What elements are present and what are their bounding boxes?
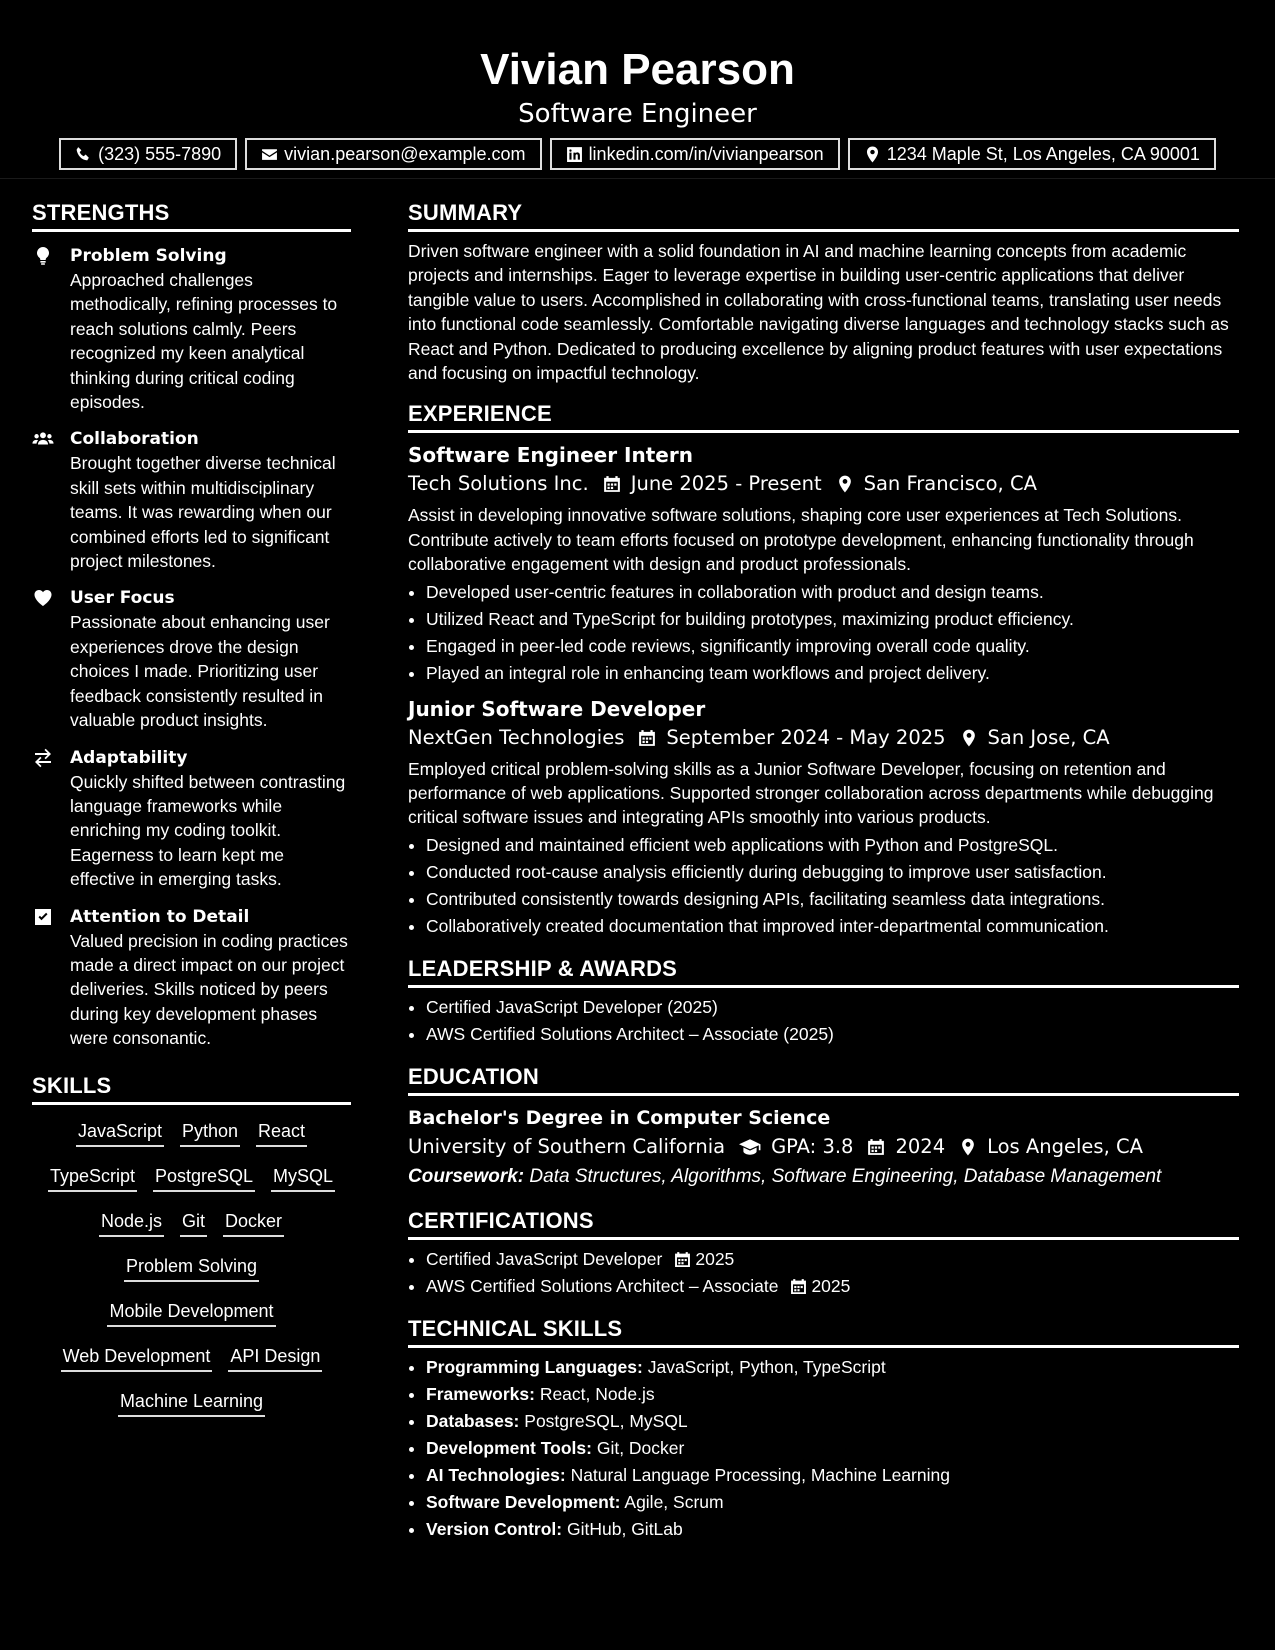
lightbulb-icon	[32, 244, 70, 414]
list-item: • Certified JavaScript Developer (2025)	[426, 994, 1239, 1021]
skill-row	[32, 1299, 351, 1344]
certifications-section	[408, 1206, 1239, 1300]
strength-name: Attention to Detail	[70, 906, 250, 927]
leadership-section	[408, 954, 1239, 1048]
coursework-label: Coursework:	[408, 1165, 525, 1187]
map-pin-icon	[946, 729, 988, 747]
skill-row	[32, 1254, 351, 1299]
heart-icon	[32, 586, 70, 732]
certification-name: • Certified JavaScript Developer	[426, 1248, 663, 1269]
map-pin-icon	[822, 475, 864, 493]
skill-value: Natural Language Processing, Machine Learning	[570, 1464, 950, 1485]
skill-row	[32, 1209, 351, 1254]
calendar-icon	[624, 729, 666, 747]
strength-name: Adaptability	[70, 747, 188, 768]
job-company: Tech Solutions Inc.	[408, 472, 589, 496]
phone-icon	[75, 146, 92, 163]
certification-name: • AWS Certified Solutions Architect – Associate	[426, 1275, 779, 1296]
skill-tag: React	[256, 1119, 307, 1147]
map-pin-icon	[945, 1138, 987, 1156]
linkedin-text: linkedin.com/in/vivianpearson	[588, 143, 824, 164]
strength-desc: Brought together diverse technical skill sets within multidisciplinary teams. It was rewarding when our combined efforts led to significant project milestones.	[70, 453, 336, 572]
job-meta	[408, 469, 1239, 499]
technical-skills-list	[408, 1354, 1239, 1543]
skill-tag: Machine Learning	[118, 1389, 265, 1417]
skill-tag: Web Development	[61, 1344, 213, 1372]
job-company: NextGen Technologies	[408, 725, 625, 749]
skill-tag: Node.js	[99, 1209, 164, 1237]
calendar-icon	[589, 475, 631, 493]
school-location: Los Angeles, CA	[987, 1134, 1143, 1158]
strength-name: Collaboration	[70, 429, 199, 450]
job-dates: September 2024 - May 2025	[666, 725, 946, 749]
certifications-heading: CERTIFICATIONS	[408, 1206, 1239, 1240]
contact-bar	[0, 138, 1275, 170]
skill-tag: TypeScript	[48, 1164, 137, 1192]
skills-heading: SKILLS	[32, 1071, 351, 1105]
education-section	[408, 1062, 1239, 1192]
strength-desc: Valued precision in coding practices made a direct impact on our project deliveries. Skills noticed by peers during key development phases were consonantic.	[70, 930, 348, 1049]
education-meta	[408, 1132, 1239, 1162]
skill-value: PostgreSQL, MySQL	[524, 1410, 688, 1431]
graduation-cap-icon	[725, 1138, 771, 1156]
skill-value: React, Node.js	[539, 1383, 655, 1404]
linkedin-icon	[566, 146, 583, 163]
skill-row	[32, 1164, 351, 1209]
list-item	[426, 1489, 1239, 1516]
skill-label: Programming Languages:	[426, 1356, 643, 1377]
job-location: San Francisco, CA	[863, 472, 1037, 496]
skill-tag: PostgreSQL	[153, 1164, 255, 1192]
skill-value: Agile, Scrum	[624, 1491, 724, 1512]
list-item: • Engaged in peer-led code reviews, significantly improving overall code quality.	[426, 633, 1239, 660]
skill-tag: Mobile Development	[107, 1299, 275, 1327]
job-bullets	[408, 832, 1239, 940]
users-icon	[32, 427, 70, 573]
technical-skills-heading: TECHNICAL SKILLS	[408, 1314, 1239, 1348]
summary-heading: SUMMARY	[408, 198, 1239, 232]
strength-item	[32, 746, 351, 892]
skill-label: AI Technologies:	[426, 1464, 566, 1485]
list-item: • Played an integral role in enhancing team workflows and project delivery.	[426, 660, 1239, 687]
skill-tag: JavaScript	[76, 1119, 164, 1147]
skill-row	[32, 1344, 351, 1389]
list-item	[426, 1354, 1239, 1381]
candidate-title: Software Engineer	[518, 99, 757, 129]
skill-row	[32, 1389, 351, 1434]
skill-label: Frameworks:	[426, 1383, 535, 1404]
skill-tag: Git	[180, 1209, 207, 1237]
job-dates: June 2025 - Present	[630, 472, 822, 496]
coursework-list: Data Structures, Algorithms, Software Engineering, Database Management	[529, 1165, 1162, 1187]
skills-tags	[32, 1119, 351, 1434]
skill-tag: MySQL	[271, 1164, 335, 1192]
skill-label: Development Tools:	[426, 1437, 592, 1458]
list-item	[426, 1516, 1239, 1543]
skill-label: Databases:	[426, 1410, 520, 1431]
strength-item	[32, 244, 351, 414]
leadership-list	[408, 994, 1239, 1048]
phone-text: (323) 555-7890	[98, 143, 222, 164]
job-description: Employed critical problem-solving skills as a Junior Software Developer, focusing on retention and performance of web applications. Supported stronger collaboration across departments while debugging critical software issues and integrating APIs smoothly into various products.	[408, 758, 1214, 828]
strengths-list	[32, 244, 351, 1051]
skill-row	[32, 1119, 351, 1164]
skill-tag: Problem Solving	[124, 1254, 259, 1282]
technical-skills-section	[408, 1314, 1239, 1543]
list-item: • AWS Certified Solutions Architect – Associate (2025)	[426, 1021, 1239, 1048]
experience-heading: EXPERIENCE	[408, 399, 1239, 433]
skill-label: Software Development:	[426, 1491, 621, 1512]
summary-text: Driven software engineer with a solid foundation in AI and machine learning concepts from academic projects and internships. Eager to leverage expertise in building user-centric applications that deliver tangible value to users. Accomplished in collaborating with cross-functional teams, translating user needs into functional code seamlessly. Comfortable navigating diverse languages and technology stacks such as React and Python. Dedicated to producing excellence by aligning product features with user expectations and focusing on impactful technology.	[408, 241, 1229, 384]
strength-desc: Quickly shifted between contrasting language frameworks while enriching my coding toolkit. Eagerness to learn kept me effective in emerging tasks.	[70, 771, 346, 890]
calendar-icon	[662, 1251, 695, 1268]
job-description: Assist in developing innovative software solutions, shaping core user experiences at Tech Solutions. Contribute actively to team efforts focused on prototype development, enhancing functionality through collaborative engagement with design and product professionals.	[408, 505, 1194, 575]
job-location: San Jose, CA	[987, 725, 1110, 749]
strength-name: User Focus	[70, 588, 175, 609]
contact-address[interactable]	[848, 138, 1216, 170]
list-item	[426, 1408, 1239, 1435]
strength-desc: Approached challenges methodically, refining processes to reach solutions calmly. Peers recognized my keen analytical thinking during critical coding episodes.	[70, 270, 338, 413]
strength-item	[32, 427, 351, 573]
skill-value: Git, Docker	[596, 1437, 685, 1458]
strength-name: Problem Solving	[70, 246, 227, 266]
calendar-icon	[778, 1278, 811, 1295]
degree-title: Bachelor's Degree in Computer Science	[408, 1106, 831, 1129]
skill-label: Version Control:	[426, 1518, 563, 1539]
exchange-icon	[32, 746, 70, 892]
skills-section	[32, 1071, 351, 1434]
list-item: • Utilized React and TypeScript for building prototypes, maximizing product efficiency.	[426, 606, 1239, 633]
contact-email[interactable]	[245, 138, 541, 170]
school-name: University of Southern California	[408, 1134, 726, 1158]
resume-header	[0, 0, 1275, 179]
job-entry	[408, 441, 1239, 686]
skill-value: JavaScript, Python, TypeScript	[647, 1356, 886, 1377]
strength-desc: Passionate about enhancing user experiences drove the design choices I made. Prioritizing user feedback consistently resulted in valuable product insights.	[70, 612, 330, 731]
email-text: vivian.pearson@example.com	[284, 143, 526, 164]
certification-year: 2025	[811, 1275, 851, 1296]
map-pin-icon	[864, 146, 881, 163]
job-entry	[408, 695, 1239, 940]
list-item	[426, 1462, 1239, 1489]
skill-value: GitHub, GitLab	[567, 1518, 683, 1539]
list-item	[426, 1381, 1239, 1408]
right-column	[408, 198, 1239, 1543]
envelope-icon	[261, 146, 278, 163]
strength-item	[32, 586, 351, 732]
list-item: • Contributed consistently towards designing APIs, facilitating seamless data integrations.	[426, 886, 1239, 913]
contact-linkedin[interactable]	[550, 138, 840, 170]
checkbox-icon	[32, 905, 70, 1051]
gpa: GPA: 3.8	[771, 1134, 854, 1158]
list-item: • Developed user-centric features in collaboration with product and design teams.	[426, 579, 1239, 606]
left-column	[32, 198, 351, 1434]
calendar-icon	[853, 1138, 895, 1156]
list-item: • Conducted root-cause analysis efficiently during debugging to improve user satisfaction.	[426, 859, 1239, 886]
skill-tag: API Design	[228, 1344, 322, 1372]
list-item	[426, 1273, 1239, 1300]
graduation-year: 2024	[895, 1134, 946, 1158]
list-item	[426, 1246, 1239, 1273]
coursework	[408, 1162, 1239, 1192]
skill-tag: Docker	[223, 1209, 284, 1237]
job-title: Software Engineer Intern	[408, 443, 693, 468]
experience-section	[408, 399, 1239, 939]
list-item	[426, 1435, 1239, 1462]
leadership-heading: LEADERSHIP & AWARDS	[408, 954, 1239, 988]
list-item: • Collaboratively created documentation that improved inter-departmental communication.	[426, 913, 1239, 940]
candidate-name: Vivian Pearson	[480, 45, 795, 94]
job-bullets	[408, 579, 1239, 687]
certification-year: 2025	[695, 1248, 735, 1269]
strength-item	[32, 905, 351, 1051]
job-title: Junior Software Developer	[408, 696, 706, 721]
address-text: 1234 Maple St, Los Angeles, CA 90001	[886, 143, 1200, 164]
contact-phone[interactable]	[59, 138, 237, 170]
education-heading: EDUCATION	[408, 1062, 1239, 1096]
certifications-list	[408, 1246, 1239, 1300]
list-item: • Designed and maintained efficient web applications with Python and PostgreSQL.	[426, 832, 1239, 859]
skill-tag: Python	[180, 1119, 240, 1147]
job-meta	[408, 723, 1239, 753]
strengths-heading: STRENGTHS	[32, 198, 351, 232]
